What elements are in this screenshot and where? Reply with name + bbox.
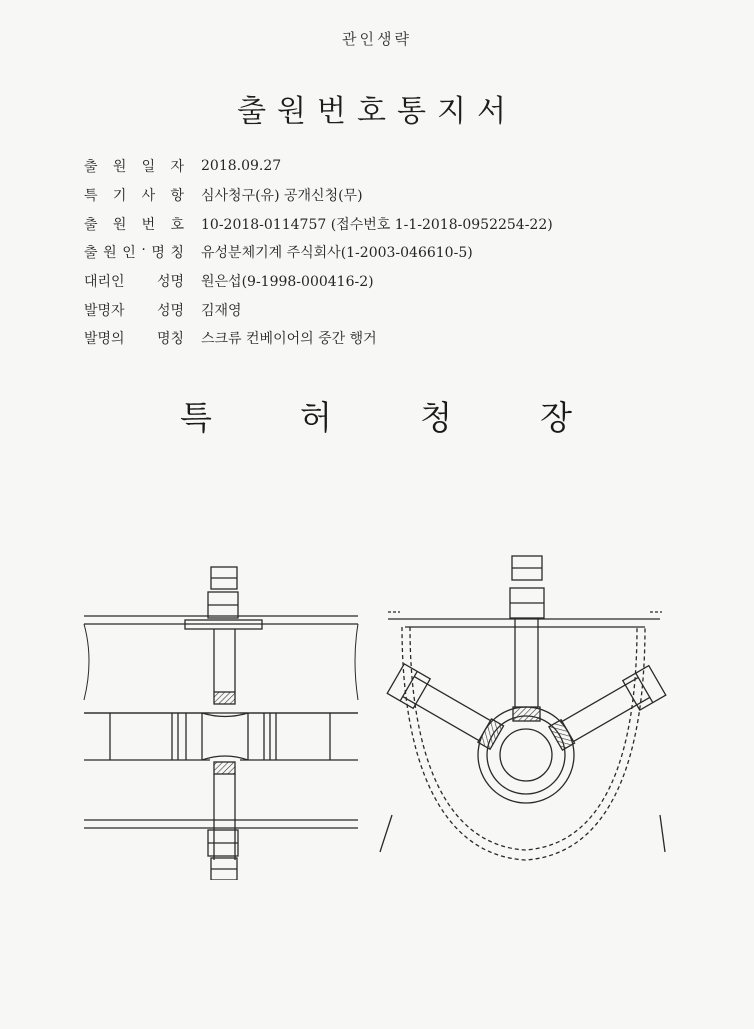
end-view-figure [380, 556, 666, 860]
seal-omitted-note: 관인생략 [342, 30, 412, 48]
issuer-char: 특 [180, 398, 212, 437]
info-row-applicant [84, 238, 553, 267]
info-row-invention-title [84, 324, 553, 353]
info-row-application-number [84, 209, 553, 238]
info-label: 출 원 인 · 명 칭 [84, 242, 184, 262]
issuer-char: 허 [300, 398, 332, 437]
info-row-inventor [84, 295, 553, 324]
info-label: 출 원 일 자 [84, 159, 184, 176]
certificate-issuer-title [180, 392, 572, 439]
info-label: 발명의 명칭 [84, 331, 184, 348]
info-value: 원은섭(9-1998-000416-2) [201, 274, 374, 291]
info-row-special-notes [84, 181, 553, 210]
info-value: 심사청구(유) 공개신청(무) [201, 188, 363, 205]
info-label: 특 기 사 항 [84, 188, 184, 205]
info-value: 10-2018-0114757 (접수번호 1-1-2018-0952254-22) [201, 216, 553, 233]
info-value: 2018.09.27 [201, 158, 282, 175]
info-row-filing-date [84, 152, 553, 181]
application-info-table [84, 152, 553, 353]
patent-drawing [0, 550, 754, 880]
info-label: 대리인 성명 [84, 274, 184, 291]
info-value: 스크류 컨베이어의 중간 행거 [201, 331, 377, 348]
info-label: 출 원 번 호 [84, 216, 184, 233]
info-value: 김재영 [201, 302, 242, 319]
issuer-char: 청 [420, 398, 452, 437]
info-label: 발명자 성명 [84, 302, 184, 319]
document-title: 출원번호통지서 [237, 94, 517, 129]
info-row-agent [84, 267, 553, 296]
side-view-figure [84, 567, 358, 880]
issuer-char: 장 [540, 398, 572, 437]
info-value: 유성분체기계 주식회사(1-2003-046610-5) [201, 245, 473, 262]
